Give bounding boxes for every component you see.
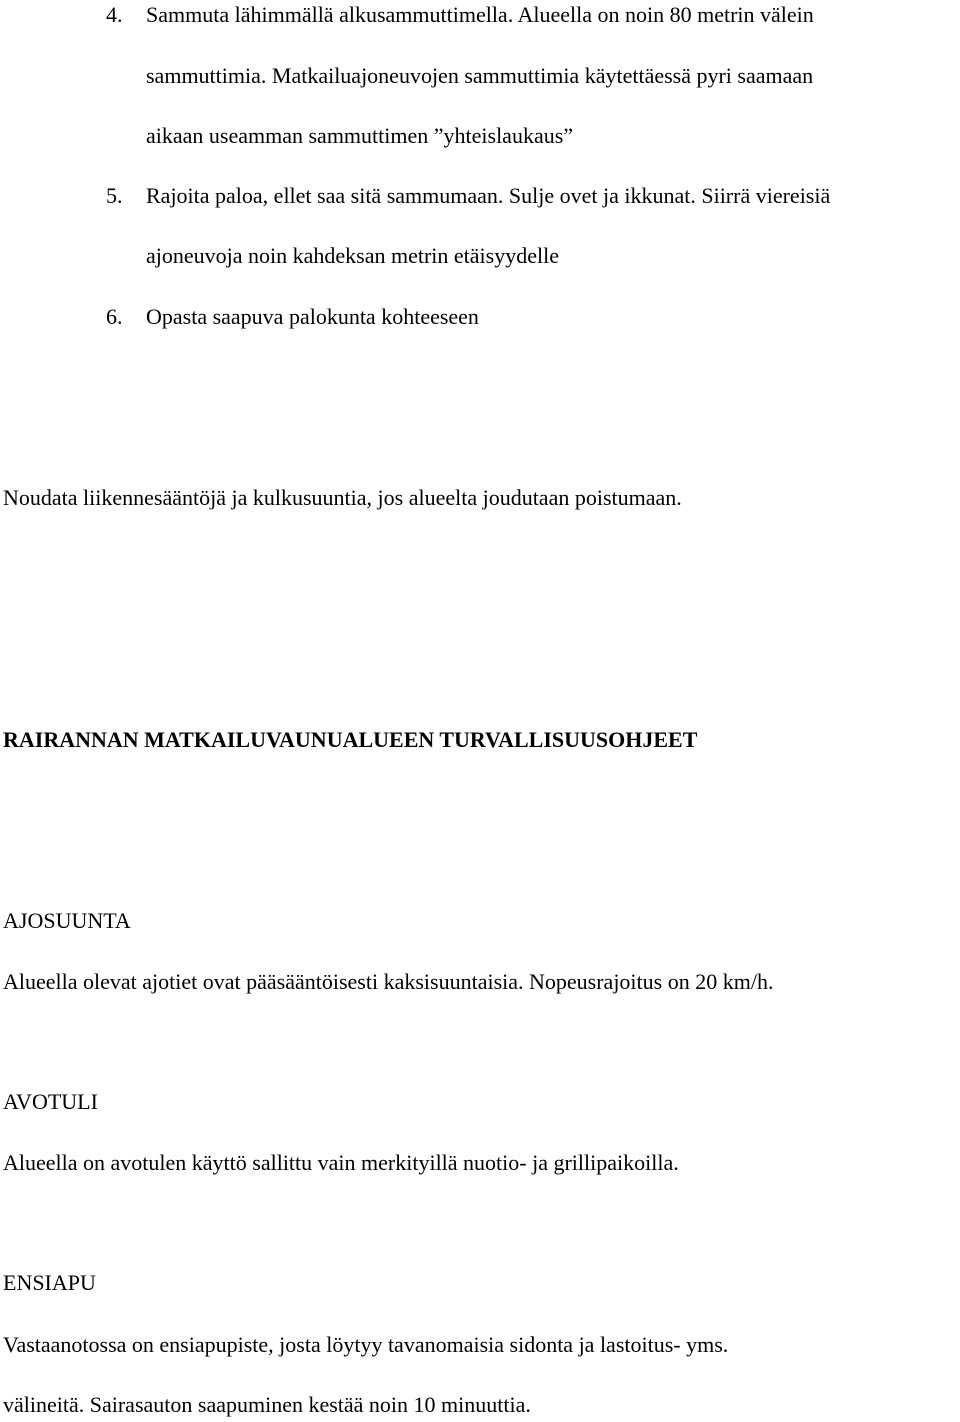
section-text-avotuli: Alueella on avotulen käyttö sallittu vain merkityillä nuotio- ja grillipaikoilla. bbox=[3, 1150, 679, 1175]
list-number-4: 4. bbox=[106, 2, 123, 27]
list-number-6: 6. bbox=[106, 304, 123, 329]
section-text-ensiapu-line-1: Vastaanotossa on ensiapupiste, josta löytyy tavanomaisia sidonta ja lastoitus- yms. bbox=[3, 1332, 729, 1357]
list-item-4-line-1: Sammuta lähimmällä alkusammuttimella. Alueella on noin 80 metrin välein bbox=[146, 2, 814, 27]
section-text-ajosuunta: Alueella olevat ajotiet ovat pääsääntöisesti kaksisuuntaisia. Nopeusrajoitus on 20 km/h. bbox=[3, 969, 774, 994]
section-heading-avotuli: AVOTULI bbox=[3, 1089, 98, 1114]
section-text-ensiapu-line-2: välineitä. Sairasauton saapuminen kestää noin 10 minuuttia. bbox=[3, 1392, 531, 1417]
traffic-note: Noudata liikennesääntöjä ja kulkusuuntia, jos alueelta joudutaan poistumaan. bbox=[3, 485, 682, 510]
list-number-5: 5. bbox=[106, 183, 123, 208]
section-heading-ajosuunta: AJOSUUNTA bbox=[3, 908, 131, 933]
list-item-5-line-2: ajoneuvoja noin kahdeksan metrin etäisyydelle bbox=[146, 243, 559, 268]
main-heading: RAIRANNAN MATKAILUVAUNUALUEEN TURVALLISUUSOHJEET bbox=[3, 727, 698, 752]
list-item-4-line-3: aikaan useamman sammuttimen ”yhteislaukaus” bbox=[146, 123, 574, 148]
list-item-5-line-1: Rajoita paloa, ellet saa sitä sammumaan. Sulje ovet ja ikkunat. Siirrä viereisiä bbox=[146, 183, 831, 208]
list-item-6-line-1: Opasta saapuva palokunta kohteeseen bbox=[146, 304, 479, 329]
section-heading-ensiapu: ENSIAPU bbox=[3, 1270, 96, 1295]
list-item-4-line-2: sammuttimia. Matkailuajoneuvojen sammuttimia käytettäessä pyri saamaan bbox=[146, 63, 814, 88]
